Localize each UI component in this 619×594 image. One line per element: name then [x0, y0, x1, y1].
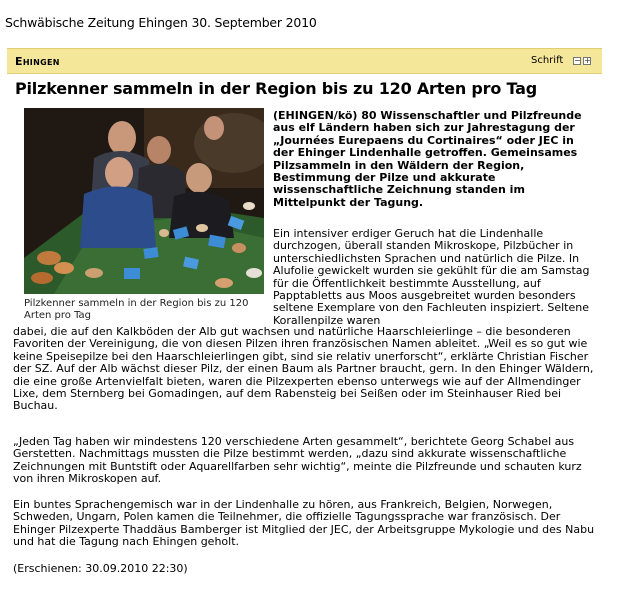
font-decrease-icon[interactable]: − [574, 56, 581, 65]
article-paragraph-languages: Ein buntes Sprachengemisch war in der Lindenhalle zu hören, aus Frankreich, Belgien, Norwegen, Schweden, Ungarn, Polen kamen die Teilnehmer, die offizielle Tagungssprache war französisch. Der Ehinger Pilzexperte Thaddäus Bamberger ist Mitglied der JEC, der Arbeitsgruppe Mykologie und des Nabu und hat die Tagung nach Ehingen geholt. [13, 498, 595, 549]
image-caption: Pilzkenner sammeln in der Region bis zu 120 Arten pro Tag [24, 298, 249, 321]
article-headline: Pilzkenner sammeln in der Region bis zu 120 Arten pro Tag [15, 79, 538, 98]
article-lead: (EHINGEN/kö) 80 Wissenschaftler und Pilzfreunde aus elf Ländern haben sich zur Jahrestagung der „Journées Eurepaens du Cortinaires“ oder JEC in der Ehinger Lindenhalle getroffen. Gemeinsames Pilzsammeln in den Wäldern der Region, Bestimmung der Pilze und akkurate wissenschaftliche Zeichnung standen im Mittelpunkt der Tagung. [273, 109, 582, 209]
article-paragraph-wide: dabei, die auf den Kalkböden der Alb gut wachsen und natürliche Haarschleierlinge – die besonderen Favoriten der Vereinigung, die von diesen Pilzen ihren französischen Namen ableitet. „Weil es so gut wie keine Speisepilze bei den Haarschleierlingen gibt, sind sie relativ unerforscht“, erklärte Christian Fischer der SZ. Auf der Alb wächst dieser Pilz, der einen Baum als Partner braucht, gern. In den Ehinger Wäldern, die eine große Artenvielfalt bieten, waren die Pilzexperten ebenso unterwegs wie auf der Allmendinger Lixe, dem Sternberg bei Gomadingen, auf dem Rabensteig bei Seißen oder im Steinhauser Ried bei Buchau. [13, 325, 594, 413]
publication-date: (Erschienen: 30.09.2010 22:30) [13, 562, 188, 575]
article-box [7, 48, 602, 588]
mushroom-experts-photo [24, 108, 264, 294]
newspaper-source-line: Schwäbische Zeitung Ehingen 30. September 2010 [5, 15, 317, 30]
article-paragraph-narrow: Ein intensiver erdiger Geruch hat die Lindenhalle durchzogen, überall standen Mikroskope, Pilzbücher in unterschiedlichsten Sprachen und natürlich die Pilze. In Alufolie gewickelt wurden sie gekühlt für die am Samstag für die Öffentlichkeit bestimmte Ausstellung, auf Papptabletts aus Moos ausgebreitet wurden besonders seltene Exemplare von den Fachleuten inspiziert. Seltene Korallenpilze waren [273, 227, 590, 327]
section-header-bar [7, 48, 602, 74]
section-name: Ehingen [15, 55, 60, 68]
article-paragraph-quote: „Jeden Tag haben wir mindestens 120 verschiedene Arten gesammelt“, berichtete Georg Schabel aus Gerstetten. Nachmittags mussten die Pilze bestimmt werden, „dazu sind akkurate wissenschaftliche Zeichnungen mit Buntstift oder Aquarellfarben sehr wichtig“, meinte die Pilzfreunde und schauten kurz von ihren Mikroskopen auf. [13, 435, 582, 486]
font-size-label[interactable]: Schrift [531, 55, 564, 66]
font-increase-icon[interactable]: + [584, 56, 591, 65]
